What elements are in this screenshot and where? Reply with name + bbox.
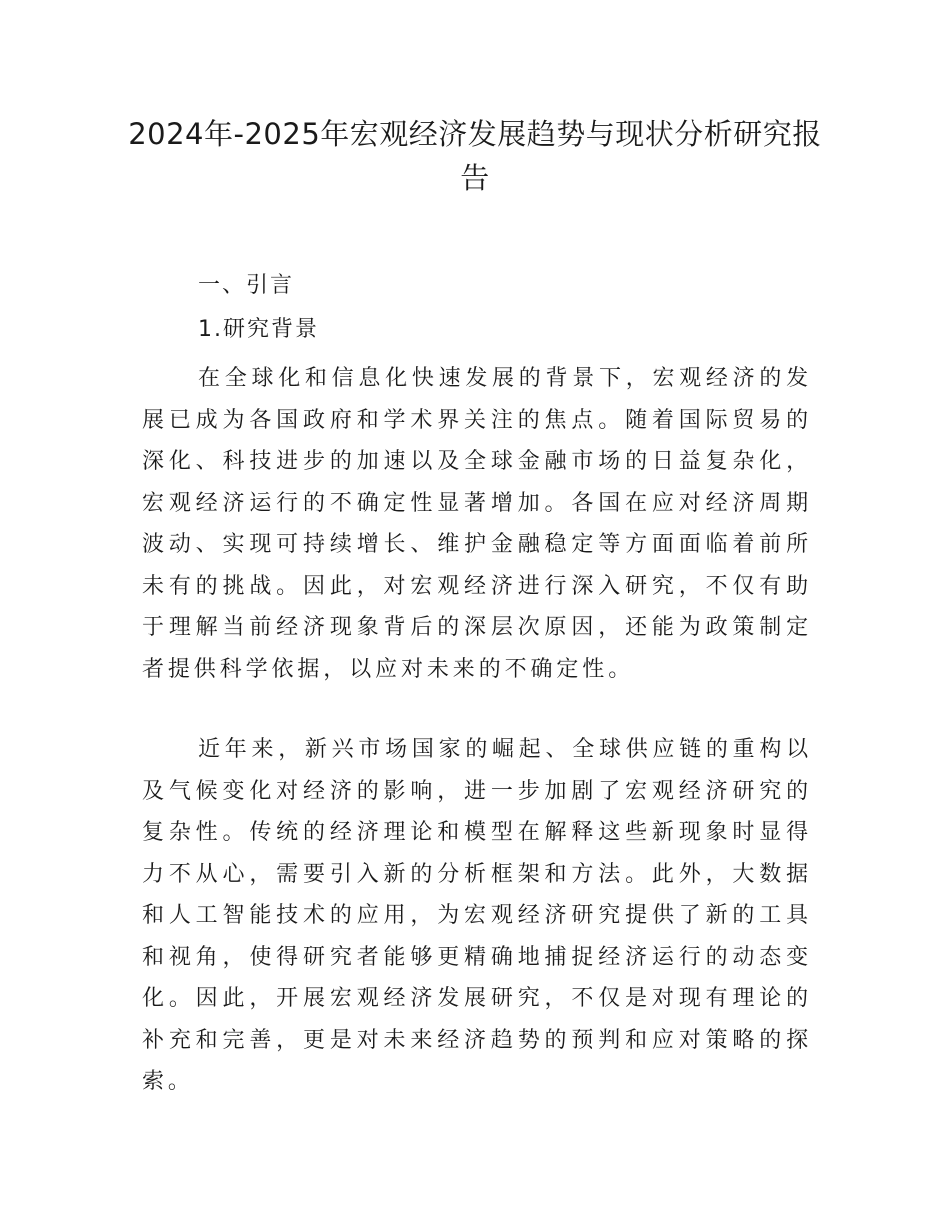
body-paragraph-1: 在全球化和信息化快速发展的背景下，宏观经济的发展已成为各国政府和学术界关注的焦点。随着国际贸易的深化、科技进步的加速以及全球金融市场的日益复杂化，宏观经济运行的不确定性显著增加。各国在应对经济周期波动、实现可持续增长、维护金融稳定等方面面临着前所未有的挑战。因此，对宏观经济进行深入研究，不仅有助于理解当前经济现象背后的深层次原因，还能为政策制定者提供科学依据，以应对未来的不确定性。	[142, 366, 812, 682]
body-paragraph-2: 近年来，新兴市场国家的崛起、全球供应链的重构以及气候变化对经济的影响，进一步加剧了宏观经济研究的复杂性。传统的经济理论和模型在解释这些新现象时显得力不从心，需要引入新的分析框架和方法。此外，大数据和人工智能技术的应用，为宏观经济研究提供了新的工具和视角，使得研究者能够更精确地捕捉经济运行的动态变化。因此，开展宏观经济发展研究，不仅是对现有理论的补充和完善，更是对未来经济趋势的预判和应对策略的探索。	[142, 737, 812, 1094]
subsection-heading: 1.研究背景	[198, 317, 319, 342]
section-heading: 一、引言	[198, 273, 295, 298]
document-title: 2024年-2025年宏观经济发展趋势与现状分析研究报告	[128, 117, 822, 195]
